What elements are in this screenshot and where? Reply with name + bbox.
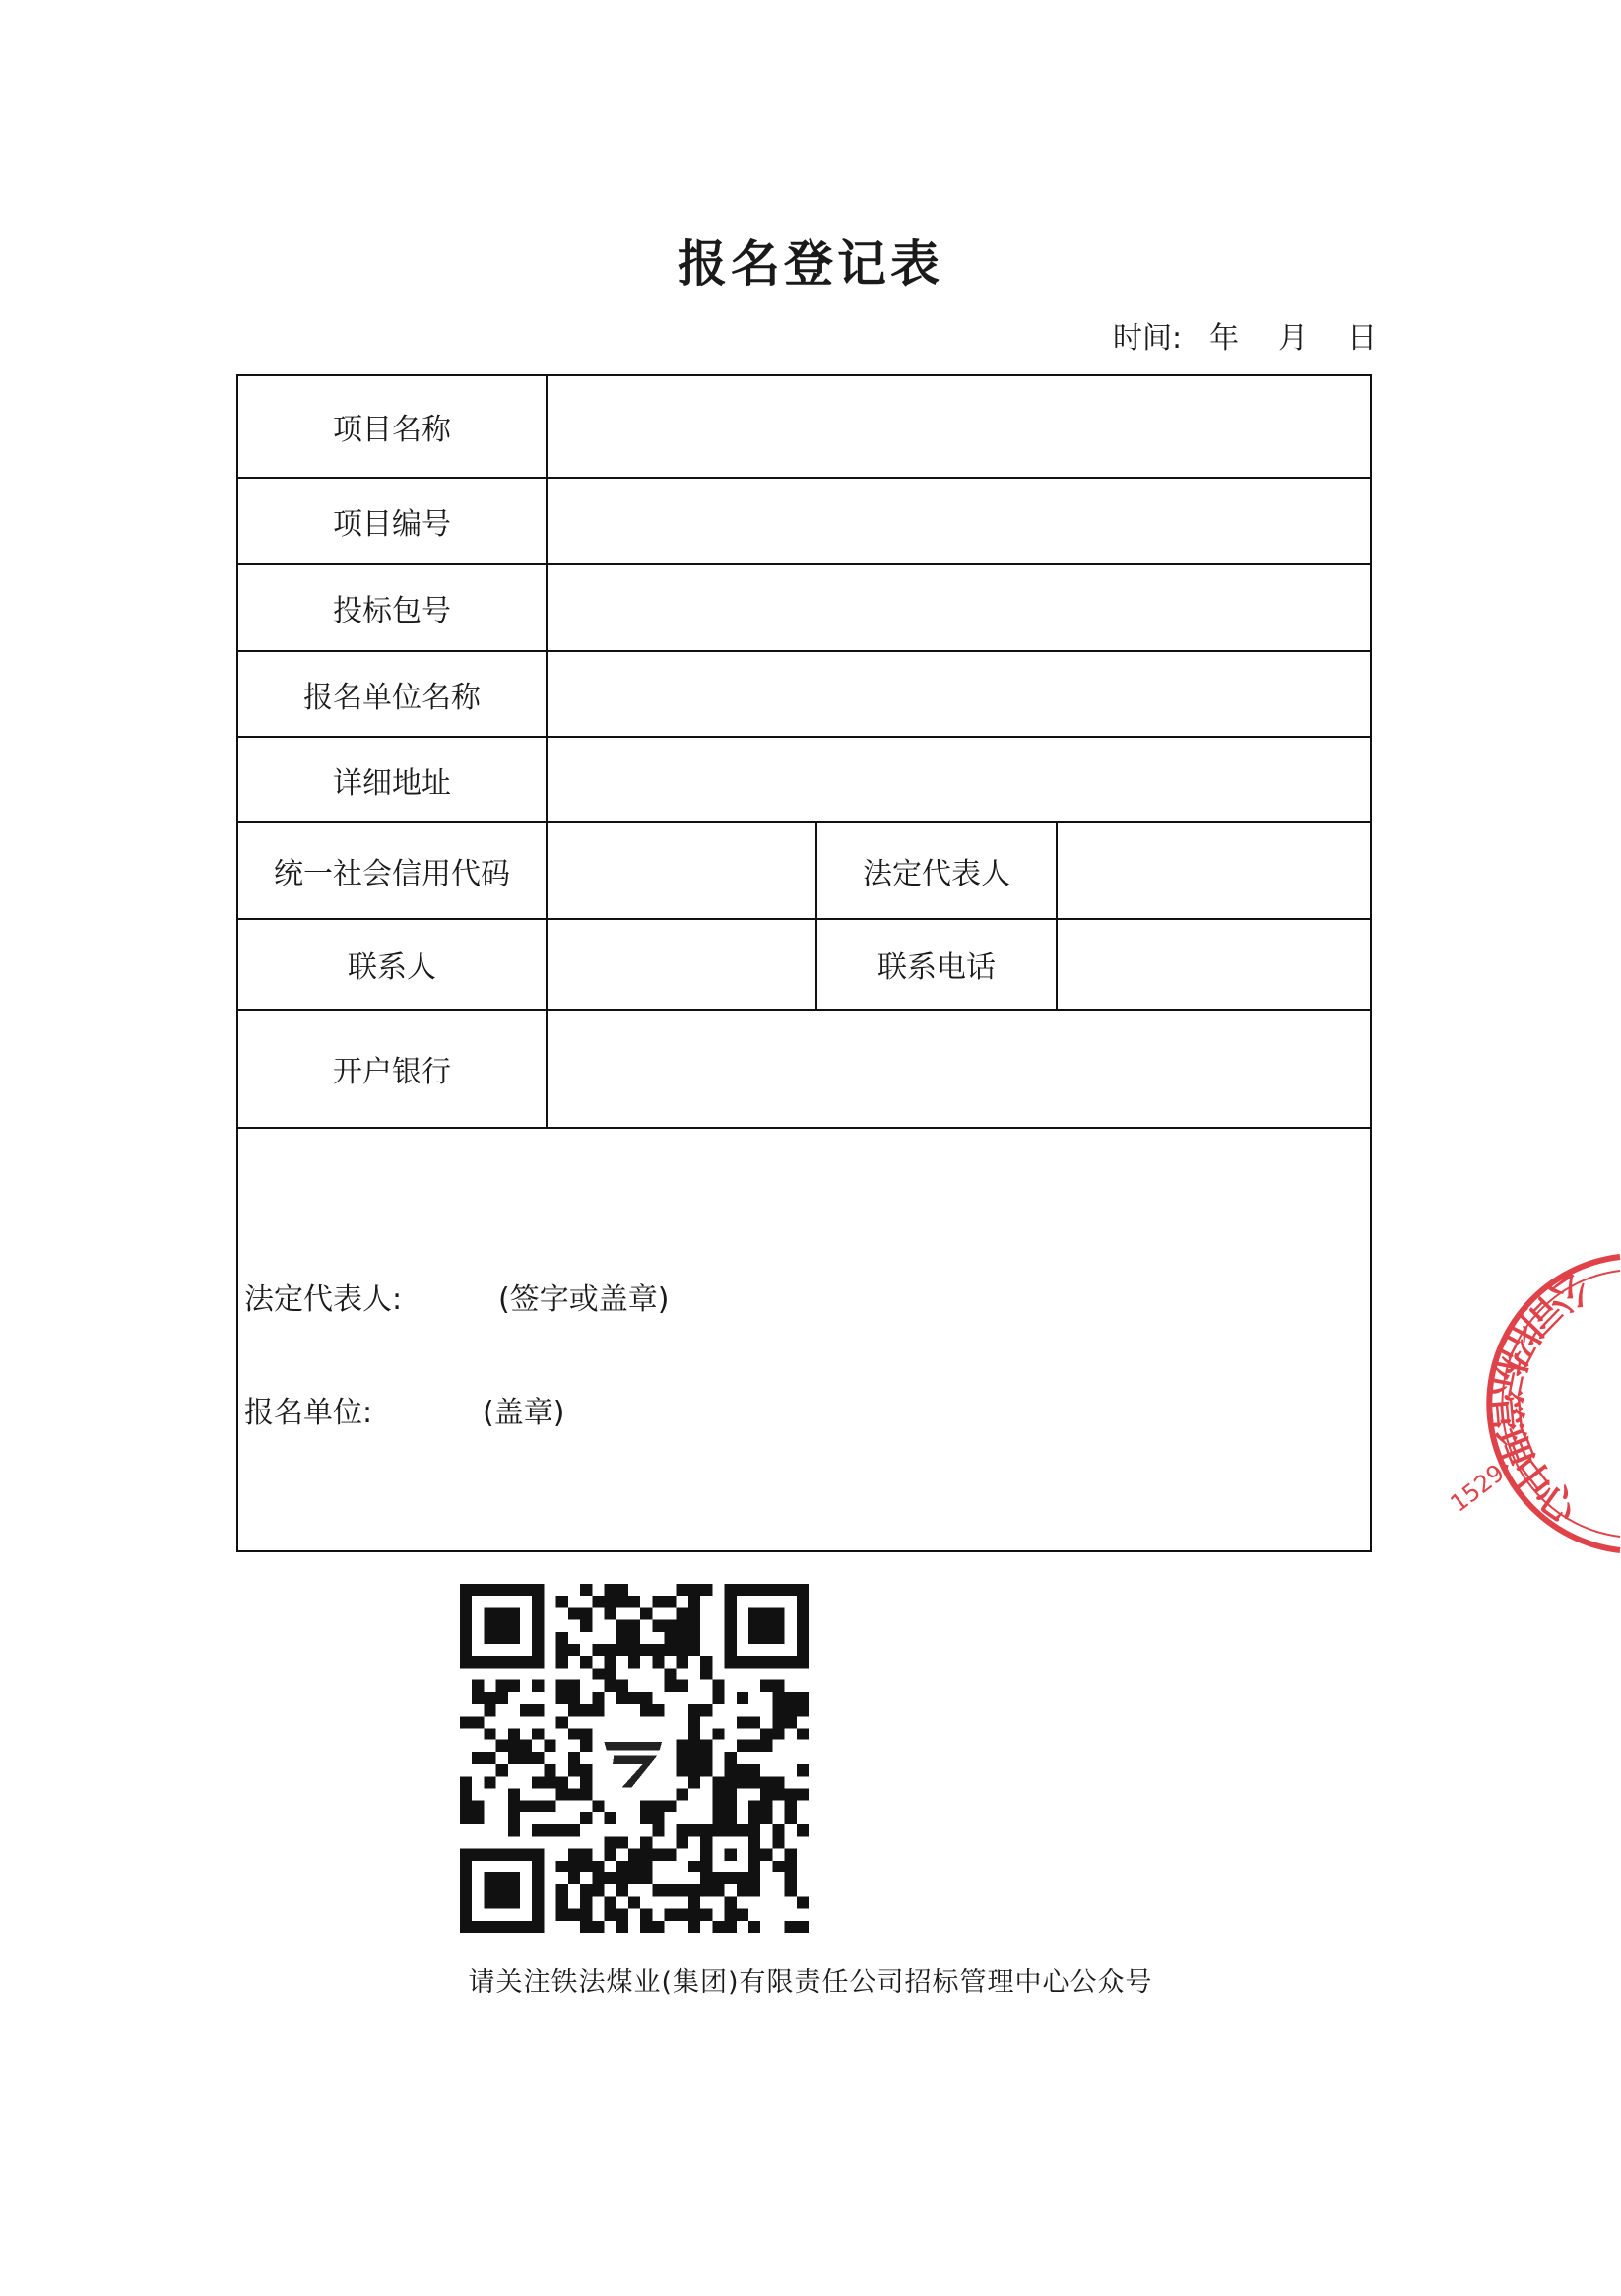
table-row <box>237 478 1371 564</box>
registration-table <box>236 374 1372 1552</box>
table-row <box>237 919 1371 1010</box>
contact-phone-field[interactable] <box>1057 919 1371 1010</box>
legal-rep-signature-note: (签字或盖章) <box>498 1282 670 1317</box>
bank-label: 开户银行 <box>237 1010 547 1128</box>
project-number-field[interactable] <box>547 478 1371 564</box>
table-row <box>237 822 1371 919</box>
company-name-field[interactable] <box>547 651 1371 737</box>
table-row <box>237 737 1371 822</box>
contact-person-field[interactable] <box>547 919 816 1010</box>
credit-code-label: 统一社会信用代码 <box>237 822 547 919</box>
project-name-field[interactable] <box>547 375 1371 478</box>
table-row <box>237 651 1371 737</box>
legal-rep-signature-line <box>244 1275 670 1318</box>
company-name-label: 报名单位名称 <box>237 651 547 737</box>
project-name-label: 项目名称 <box>237 375 547 478</box>
contact-phone-label: 联系电话 <box>816 919 1057 1010</box>
table-row <box>237 375 1371 478</box>
legal-rep-field[interactable] <box>1057 822 1371 919</box>
date-year: 年 <box>1209 321 1240 356</box>
date-label: 时间: <box>1113 321 1183 356</box>
legal-rep-signature-label: 法定代表人: <box>244 1282 403 1317</box>
bid-package-field[interactable] <box>547 564 1371 651</box>
signature-area[interactable] <box>237 1128 1371 1551</box>
form-title: 报名登记表 <box>678 235 943 293</box>
date-month: 月 <box>1278 321 1309 356</box>
table-row <box>237 1128 1371 1551</box>
address-field[interactable] <box>547 737 1371 822</box>
unit-seal-label: 报名单位: <box>244 1396 373 1430</box>
contact-person-label: 联系人 <box>237 919 547 1010</box>
address-label: 详细地址 <box>237 737 547 822</box>
footer-notice: 请关注铁法煤业(集团)有限责任公司招标管理中心公众号 <box>468 1967 1153 1998</box>
date-line <box>1113 313 1377 357</box>
table-row <box>237 564 1371 651</box>
qr-code <box>425 1584 843 1933</box>
company-seal-stamp <box>1423 1249 1621 1559</box>
seal-number: 1529 <box>1445 1459 1510 1518</box>
credit-code-field[interactable] <box>547 822 816 919</box>
project-number-label: 项目编号 <box>237 478 547 564</box>
bid-package-label: 投标包号 <box>237 564 547 651</box>
bank-field[interactable] <box>547 1010 1371 1128</box>
unit-seal-line <box>244 1388 565 1431</box>
date-day: 日 <box>1347 321 1378 356</box>
unit-seal-note: (盖章) <box>483 1396 565 1430</box>
table-row <box>237 1010 1371 1128</box>
seal-text: 公司招标管理中心 <box>1479 1263 1596 1534</box>
legal-rep-label: 法定代表人 <box>816 822 1057 919</box>
